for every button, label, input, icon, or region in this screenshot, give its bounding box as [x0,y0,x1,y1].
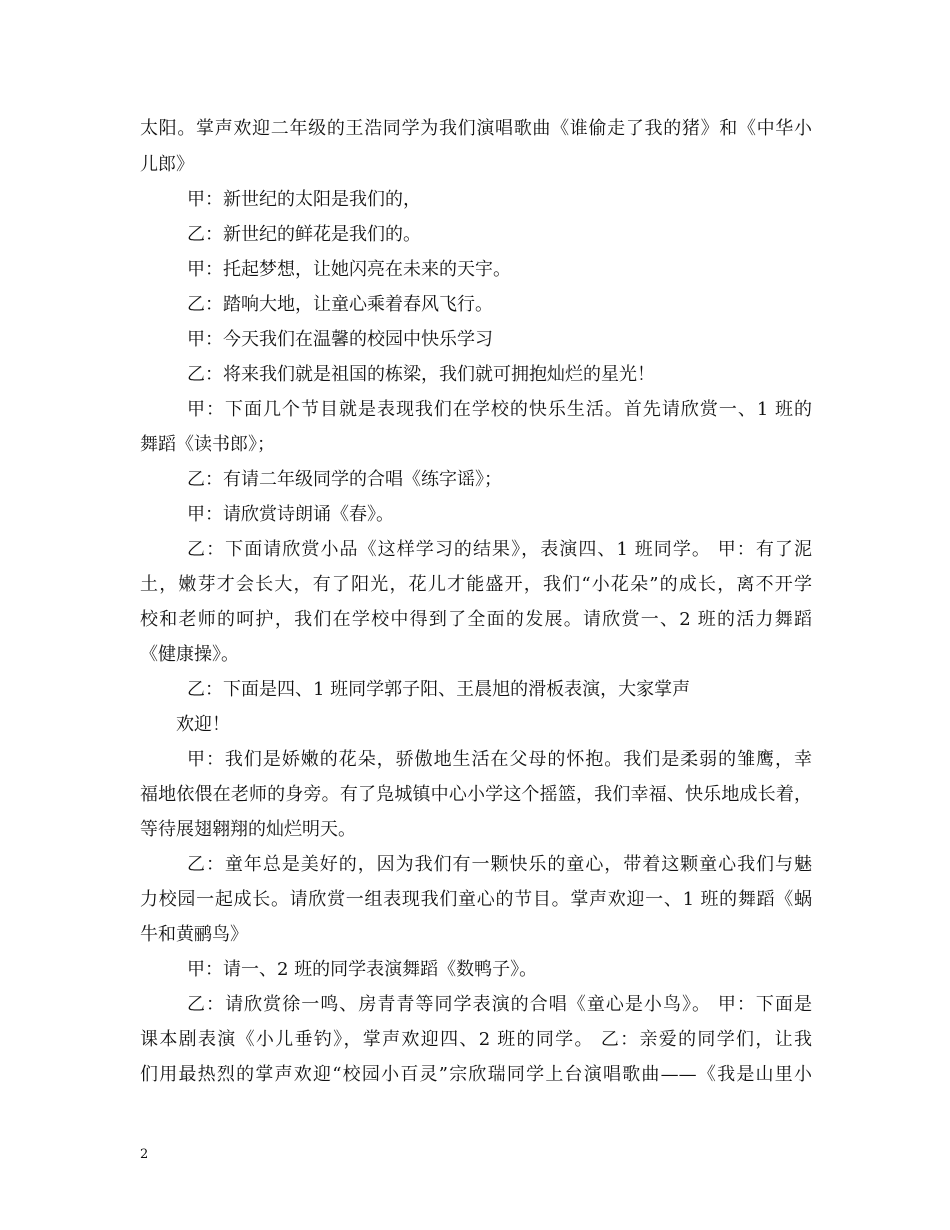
text-line: 《健康操》。 [140,644,239,665]
text-line: 课本剧表演《小儿垂钓》，掌声欢迎四、2 班的同学。 乙：亲爱的同学们，让我 [140,1029,812,1050]
text-line: 甲：今天我们在温馨的校园中快乐学习 [187,329,493,350]
text-line: 舞蹈《读书郎》； [140,434,275,455]
text-line: 校和老师的呵护，我们在学校中得到了全面的发展。请欣赏一、2 班的活力舞蹈 [140,609,812,630]
text-line: 甲：请欣赏诗朗诵《春》。 [187,504,394,525]
text-line: 乙：将来我们就是祖国的栋梁，我们就可拥抱灿烂的星光！ [187,364,655,385]
text-line: 乙：下面请欣赏小品《这样学习的结果》，表演四、1 班同学。 甲：有了泥 [187,539,812,560]
text-line: 等待展翅翱翔的灿烂明天。 [140,819,356,840]
text-line: 乙：有请二年级同学的合唱《练字谣》； [187,469,502,490]
text-line: 土，嫩芽才会长大，有了阳光，花儿才能盛开，我们“小花朵”的成长，离不开学 [140,574,812,595]
text-line: 欢迎！ [176,714,230,735]
text-line: 福地依偎在老师的身旁。有了凫城镇中心小学这个摇篮，我们幸福、快乐地成长着， [140,784,812,805]
text-line: 乙：童年总是美好的，因为我们有一颗快乐的童心，带着这颗童心我们与魅 [187,854,812,875]
text-line: 乙：下面是四、1 班同学郭子阳、王晨旭的滑板表演，大家掌声 [187,679,691,700]
text-line: 太阳。掌声欢迎二年级的王浩同学为我们演唱歌曲《谁偷走了我的猪》和《中华小 [140,118,812,139]
text-line: 儿郎》 [140,154,194,175]
text-line: 甲：下面几个节目就是表现我们在学校的快乐生活。首先请欣赏一、1 班的 [187,399,812,420]
text-line: 牛和黄鹂鸟》 [140,924,248,945]
text-line: 甲：请一、2 班的同学表演舞蹈《数鸭子》。 [187,959,538,980]
text-line: 乙：请欣赏徐一鸣、房青青等同学表演的合唱《童心是小鸟》。 甲：下面是 [187,994,812,1015]
page-number: 2 [140,1147,149,1162]
text-line: 甲：托起梦想，让她闪亮在未来的天宇。 [187,259,511,280]
text-line: 乙：新世纪的鲜花是我们的。 [187,224,421,245]
text-line: 力校园一起成长。请欣赏一组表现我们童心的节目。掌声欢迎一、1 班的舞蹈《蜗 [140,889,812,910]
text-line: 乙：踏响大地，让童心乘着春风飞行。 [187,294,493,315]
text-line: 甲：我们是娇嫩的花朵，骄傲地生活在父母的怀抱。我们是柔弱的雏鹰，幸 [187,749,812,770]
text-line: 们用最热烈的掌声欢迎“校园小百灵”宗欣瑞同学上台演唱歌曲——《我是山里小 [140,1064,812,1085]
text-line: 甲：新世纪的太阳是我们的， [187,189,421,210]
